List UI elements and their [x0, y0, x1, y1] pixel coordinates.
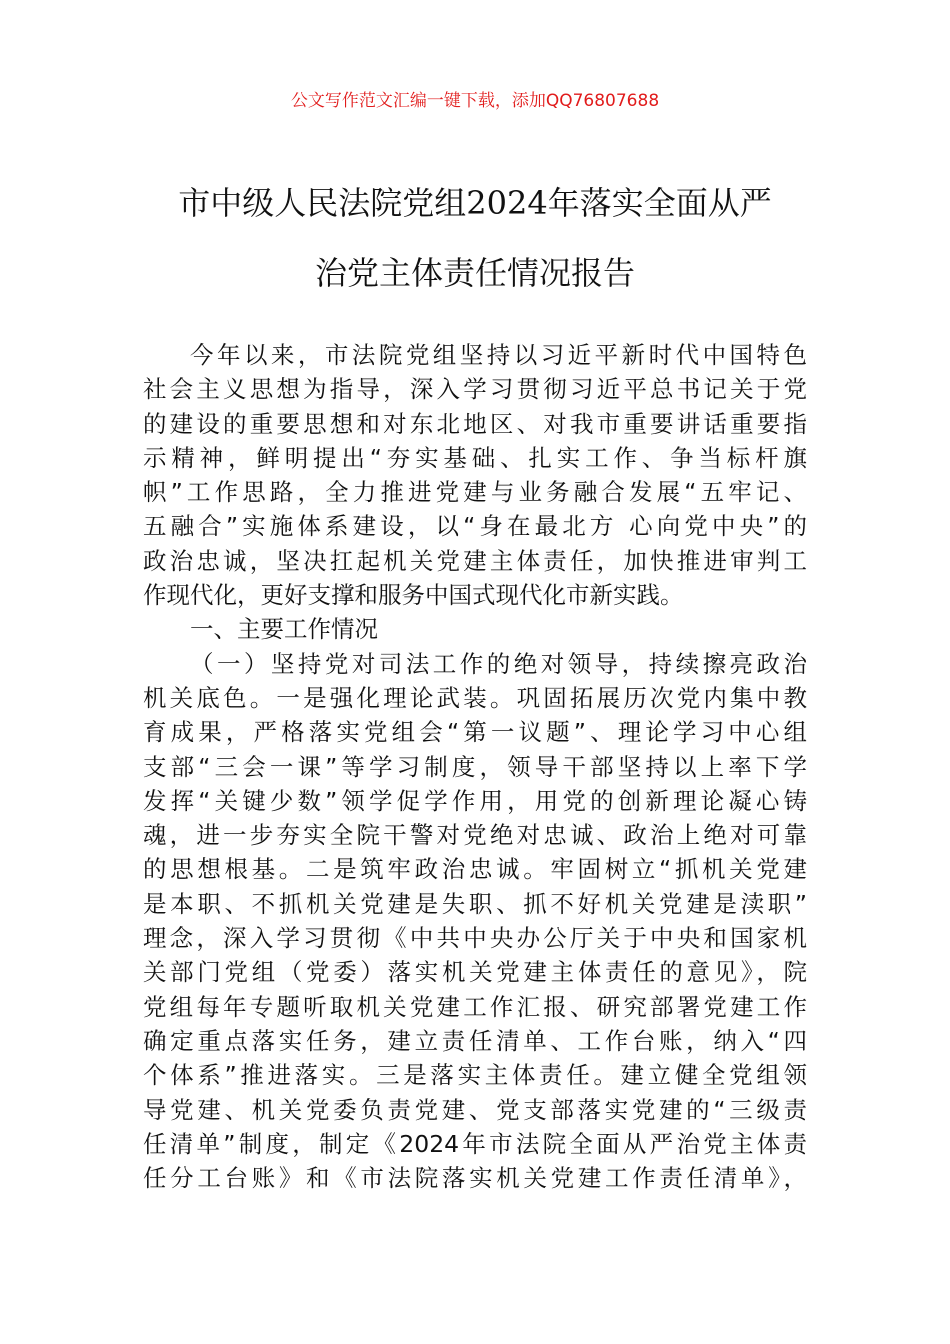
text-line: （一）坚持党对司法工作的绝对领导，持续擦亮政治	[190, 649, 807, 678]
document-title-line-1: 市中级人民法院党组2024年落实全面从严	[178, 184, 772, 222]
text-line: 确定重点落实任务，建立责任清单、工作台账，纳入“四	[143, 1026, 807, 1055]
text-line: 今年以来，市法院党组坚持以习近平新时代中国特色	[190, 341, 807, 369]
text-line: 关部门党组（党委）落实机关党建主体责任的意见》，院	[143, 958, 807, 987]
document-title-line-2: 治党主体责任情况报告	[314, 254, 635, 292]
text-line: 理念，深入学习贯彻《中共中央办公厅关于中央和国家机	[143, 924, 807, 953]
section-heading: 一、主要工作情况	[190, 615, 378, 644]
text-line: 政治忠诚，坚决扛起机关党建主体责任，加快推进审判工	[143, 546, 807, 575]
text-line: 的建设的重要思想和对东北地区、对我市重要讲话重要指	[143, 409, 807, 438]
text-line: 示精神，鲜明提出“夯实基础、扎实工作、争当标杆旗	[143, 443, 807, 472]
text-line: 五融合”实施体系建设，以“身在最北方 心向党中央”的	[143, 512, 807, 541]
text-line: 机关底色。一是强化理论武装。巩固拓展历次党内集中教	[143, 683, 807, 712]
intro-paragraph	[143, 338, 807, 612]
text-line: 支部“三会一课”等学习制度，领导干部坚持以上率下学	[143, 752, 807, 781]
header-note: 公文写作范文汇编一键下载，添加QQ76807688	[290, 91, 660, 111]
text-line: 社会主义思想为指导，深入学习贯彻习近平总书记关于党	[143, 375, 807, 404]
text-line: 任分工台账》和《市法院落实机关党建工作责任清单》，	[143, 1164, 807, 1193]
text-line: 育成果，严格落实党组会“第一议题”、理论学习中心组	[143, 718, 807, 747]
text-line: 的思想根基。二是筑牢政治忠诚。牢固树立“抓机关党建	[143, 855, 807, 884]
text-line: 魂，进一步夯实全院干警对党绝对忠诚、政治上绝对可靠	[143, 821, 807, 850]
text-line: 作现代化，更好支撑和服务中国式现代化市新实践。	[143, 581, 684, 610]
text-line: 党组每年专题听取机关党建工作汇报、研究部署党建工作	[143, 992, 807, 1021]
text-line: 任清单”制度，制定《2024年市法院全面从严治党主体责	[143, 1129, 807, 1158]
text-line: 发挥“关键少数”领学促学作用，用党的创新理论凝心铸	[143, 786, 807, 815]
section-1-paragraph	[143, 647, 807, 1196]
text-line: 个体系”推进落实。三是落实主体责任。建立健全党组领	[143, 1061, 807, 1090]
text-line: 帜”工作思路，全力推进党建与业务融合发展“五牢记、	[143, 478, 807, 507]
text-line: 导党建、机关党委负责党建、党支部落实党建的“三级责	[143, 1095, 807, 1124]
document-body	[143, 338, 807, 1195]
text-line: 是本职、不抓机关党建是失职、抓不好机关党建是渎职”	[143, 889, 807, 918]
